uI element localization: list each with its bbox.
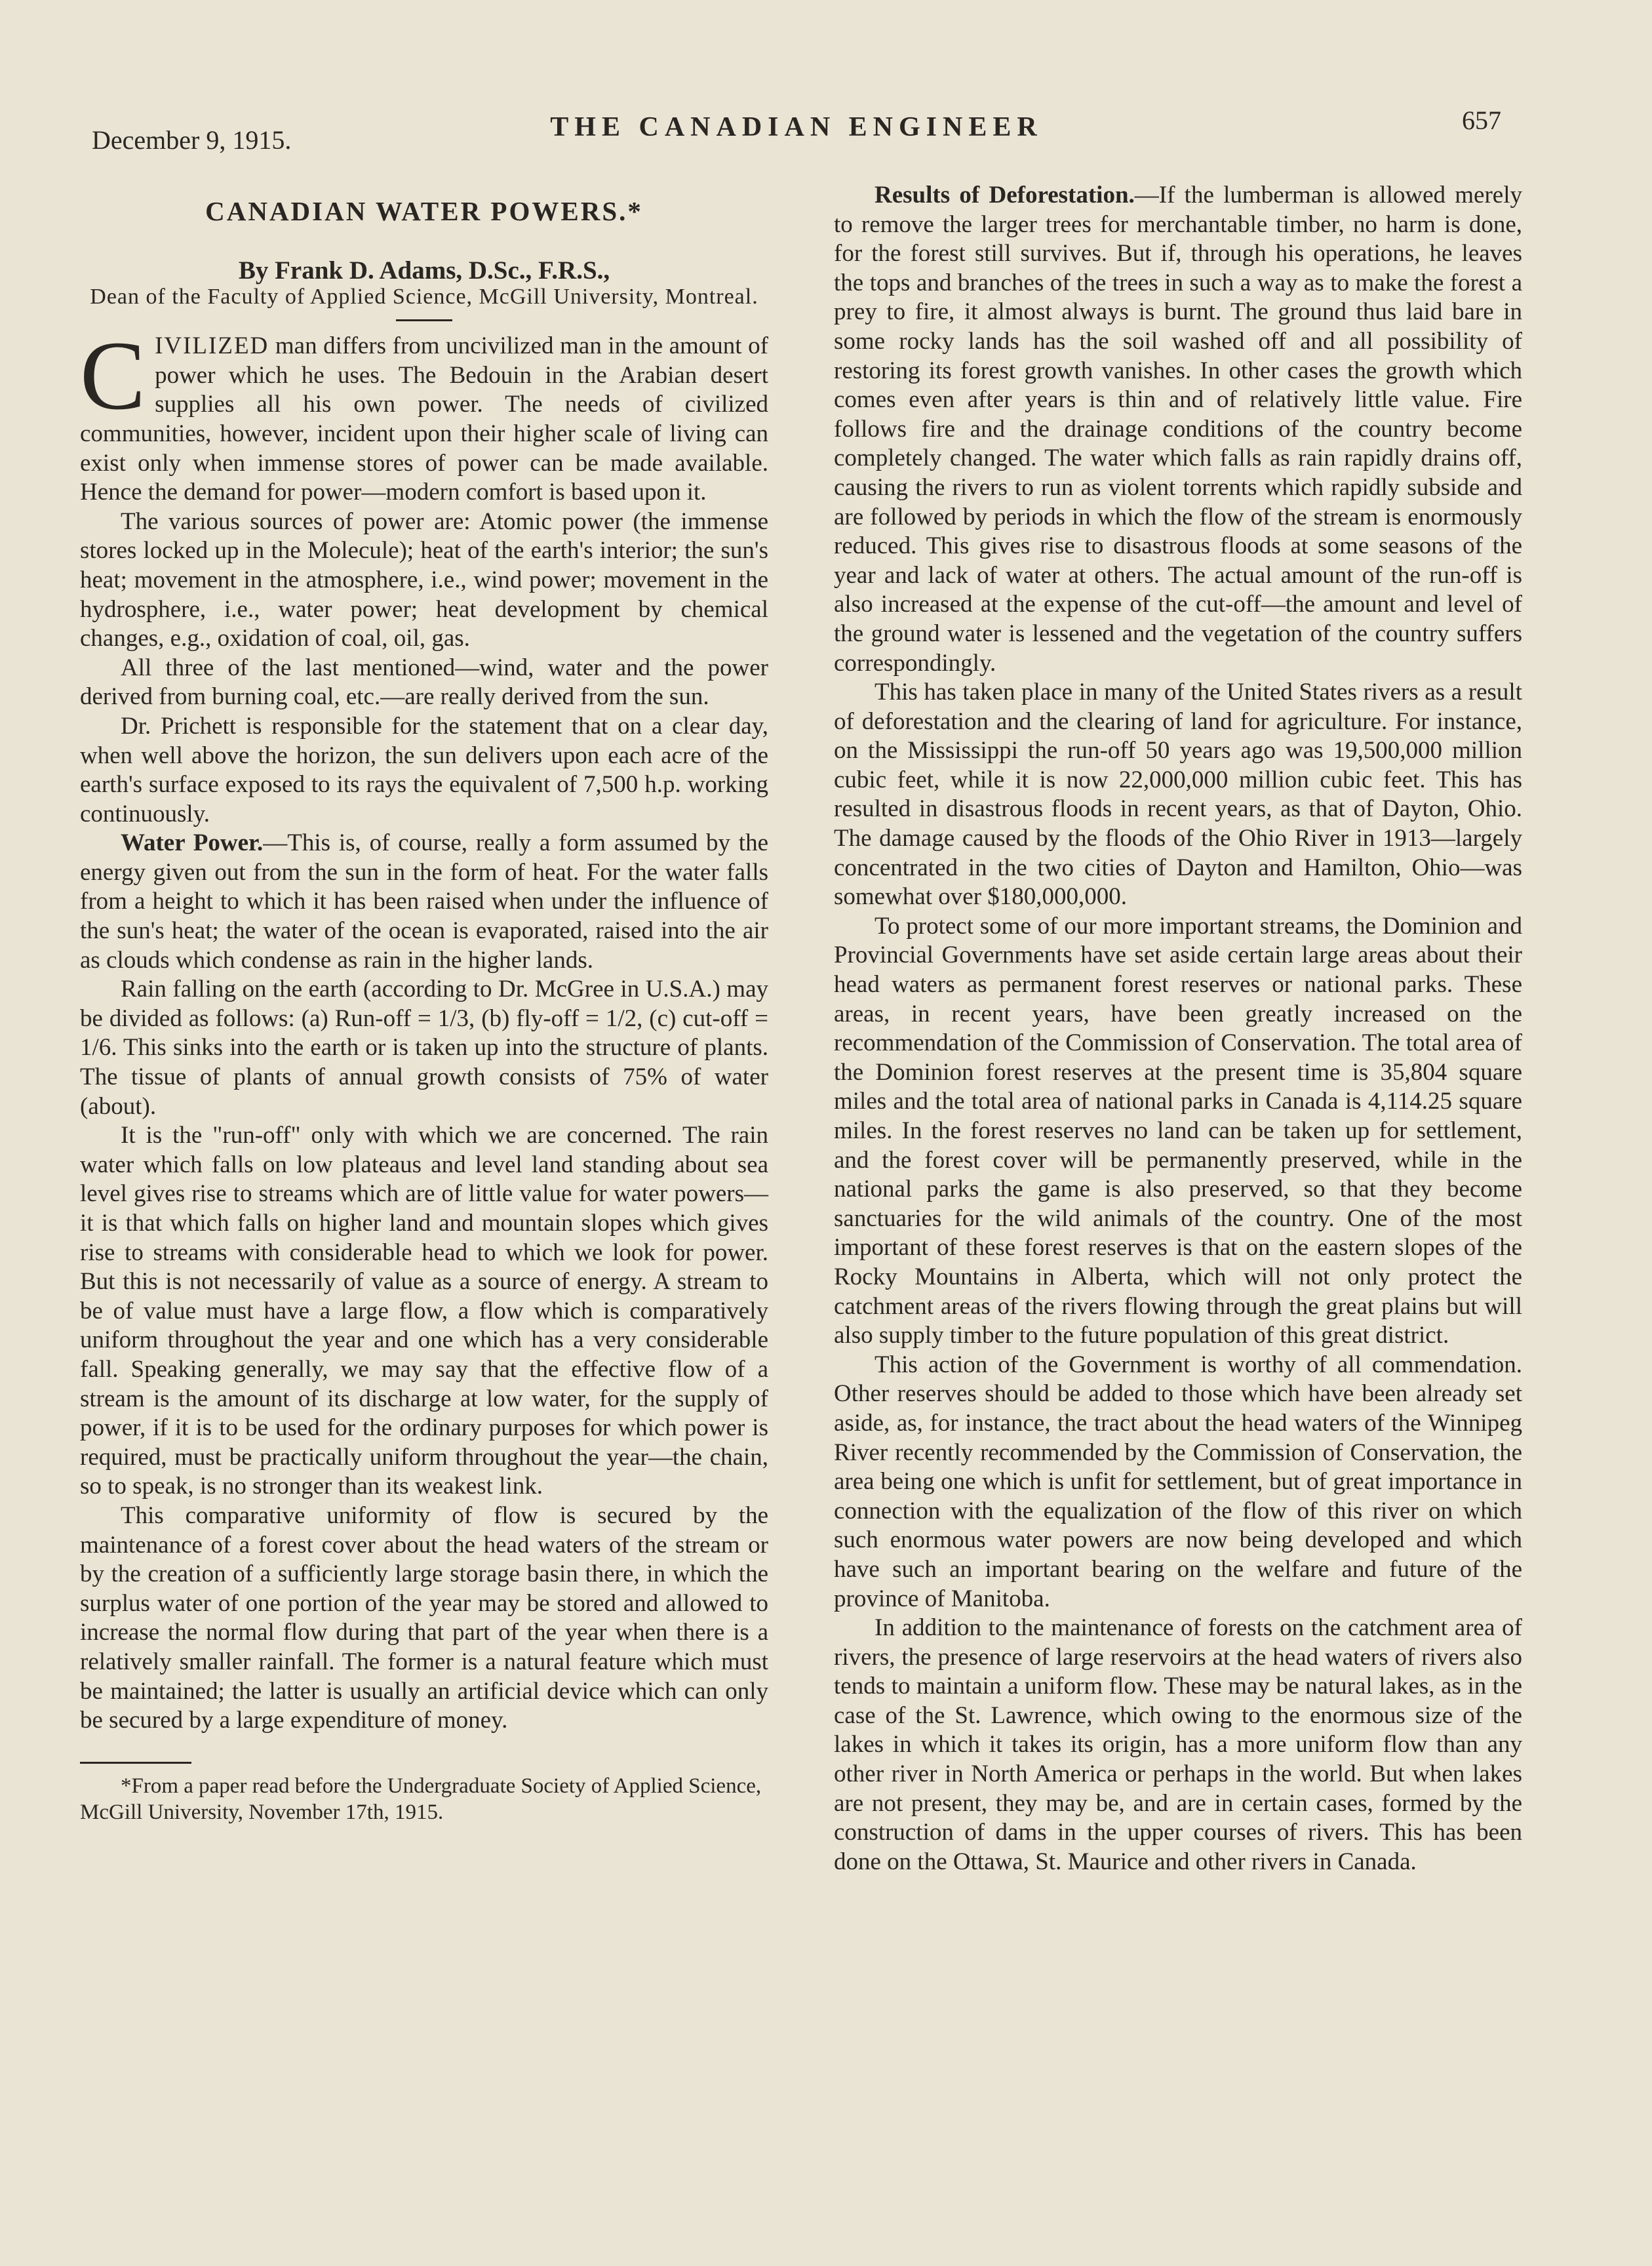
paragraph-run-off: It is the "run-off" only with which we are concerned. The rain water which falls on low plateaus and level land standing about sea level gives rise to streams which are of little value for water powers—it is that which falls on higher land and mountain slopes which gives rise to streams with considerable head to which we look for power. But this is not necessarily of value as a source of energy. A stream to be of value must have a large flow, a flow which is comparatively uniform throughout the year and one which has a very considerable fall. Speaking generally, we may say that the effective flow of a stream is the amount of its discharge at low water, for the supply of power, if it is to be used for the ordinary purposes for which power is required, must be practically uniform throughout the year—the chain, so to speak, is no stronger than its weakest link. (80, 1122, 768, 1500)
paragraph-sources: The various sources of power are: Atomic power (the immense stores locked up in the Molecule); heat of the earth's interior; the sun's heat; movement in the atmosphere, i.e., wind power; movement in the hydrosphere, i.e., water power; heat development by chemical changes, e.g., oxidation of coal, oil, gas. (80, 507, 768, 652)
journal-title: THE CANADIAN ENGINEER (550, 112, 1043, 142)
paragraph-uniformity: This comparative uniformity of flow is secured by the maintenance of a forest cover about the head waters of the stream or by the creation of a sufficiently large storage basin there, in which the surplus water of one portion of the year may be stored and allowed to increase the normal flow during that part of the year when there is a relatively smaller rainfall. The former is a natural feature which must be maintained; the latter is usually an artificial device which can only be secured by a large expenditure of money. (80, 1501, 768, 1734)
paragraph-reservoirs: In addition to the maintenance of forests on the catchment area of rivers, the presence of large reservoirs at the head waters of rivers also tends to maintain a uniform flow. These may be natural lakes, as in the case of the St. Lawrence, which owing to the enormous size of the lakes in which it takes its origin, has a more uniform flow than any other river in North America or perhaps in the world. But when lakes are not present, they may be, and are in certain cases, formed by the construction of dams in the upper courses of rivers. This has been done on the Ottawa, St. Maurice and other rivers in Canada. (834, 1614, 1522, 1875)
issue-date: December 9, 1915. (92, 125, 292, 155)
intro-text: man differs from uncivilized man in the amount of power which he uses. The Bedouin in the Arabian desert supplies all his own power. The needs of civilized communities, however, incident upon their higher scale of living can exist only when immense stores of power can be made available. Hence the demand for power—modern comfort is based upon it. (80, 332, 768, 506)
paragraph-rain: Rain falling on the earth (according to Dr. McGree in U.S.A.) may be divided as follows: (a) Run-off = 1/3, (b) fly-off = 1/2, (c) cut-off = 1/6. This sinks into the earth or is taken up into the structure of plants. The tissue of plants of annual growth consists of 75% of water (about). (80, 976, 768, 1120)
paragraph-deforestation (834, 181, 1522, 678)
paragraph-water-power (80, 829, 768, 975)
paragraph-mississippi: This has taken place in many of the United States rivers as a result of deforestation and the clearing of land for agriculture. For instance, on the Mississippi the run-off 50 years ago was 19,500,000 million cubic feet, while it is now 22,000,000 million cubic feet. This has resulted in disastrous floods in recent years, as that of Dayton, Ohio. The damage caused by the floods of the Ohio River in 1913—largely concentrated in the two cities of Dayton and Hamilton, Ohio—was somewhat over $180,000,000. (834, 679, 1522, 911)
section-head-deforestation: Results of Deforestation. (875, 182, 1135, 209)
left-column (80, 177, 768, 1825)
intro-first-word: IVILIZED (155, 332, 269, 360)
drop-cap: C (80, 321, 146, 431)
deforestation-text: —If the lumberman is allowed merely to remove the larger trees for merchantable timber, no harm is done, for the forest still survives. But if, through his operations, he leaves the tops and branches of the trees in such a way as to make the forest a prey to fire, it almost always is burnt. The ground thus laid bare in some rocky lands has the soil washed off and all possibility of restoring its forest growth vanishes. In other cases the growth which comes even after years is thin and of relatively little value. Fire follows fire and the drainage conditions of the country become completely changed. The water which falls as rain rapidly drains off, causing the rivers to run as violent torrents which rapidly subside and are followed by periods in which the flow of the stream is enormously reduced. This gives rise to disastrous floods at some seasons of the year and lack of water at others. The actual amount of the run-off is also increased at the expense of the cut-off—the amount and level of the ground water is lessened and the vegetation of the country suffers correspondingly. (834, 182, 1522, 677)
title-rule (396, 319, 452, 321)
paragraph-sun: All three of the last mentioned—wind, water and the power derived from burning coal, etc.—are really derived from the sun. (80, 654, 768, 711)
paragraph-intro (80, 321, 768, 507)
right-column (834, 181, 1522, 1877)
footnote: *From a paper read before the Undergraduate Society of Applied Science, McGill University, November 17th, 1915. (80, 1774, 762, 1824)
author-byline: By Frank D. Adams, D.Sc., F.R.S., (238, 256, 610, 285)
paragraph-reserves: To protect some of our more important streams, the Dominion and Provincial Governments have set aside certain large areas about their head waters as permanent forest reserves or national parks. These areas, in recent years, have been greatly increased on the recommendation of the Commission of Conservation. The total area of the Dominion forest reserves at the present time is 35,804 square miles and the total area of national parks in Canada is 4,114.25 square miles. In the forest reserves no land can be taken up for settlement, and the forest cover will be permanently preserved, while in the national parks the game is also preserved, so that they become sanctuaries for the wild animals of the country. One of the most important of these forest reserves is that on the eastern slopes of the Rocky Mountains in Alberta, which will not only protect the catchment areas of the rivers flowing through the great plains but will also supply timber to the future population of this great district. (834, 912, 1522, 1349)
author-affiliation: Dean of the Faculty of Applied Science, McGill University, Montreal. (90, 285, 758, 309)
section-head-water-power: Water Power. (121, 829, 264, 857)
footnote-rule (80, 1762, 191, 1764)
paragraph-prichett: Dr. Prichett is responsible for the statement that on a clear day, when well above the horizon, the sun delivers upon each acre of the earth's surface exposed to its rays the equivalent of 7,500 h.p. working continuously. (80, 712, 768, 827)
water-power-text: —This is, of course, really a form assumed by the energy given out from the sun in the form of heat. For the water falls from a height to which it has been raised when under the influence of the sun's heat; the water of the ocean is evaporated, raised into the air as clouds which condense as rain in the higher lands. (80, 829, 768, 974)
paragraph-government: This action of the Government is worthy of all commendation. Other reserves should be added to those which have been already set aside, as, for instance, the tract about the head waters of the Winnipeg River recently recommended by the Commission of Conservation, the area being one which is unfit for settlement, but of great importance in connection with the equalization of the flow of this river on which such enormous water powers are now being developed and which have such an important bearing on the welfare and future of the province of Manitoba. (834, 1351, 1522, 1612)
page-number: 657 (1462, 106, 1501, 135)
article-title: CANADIAN WATER POWERS.* (205, 196, 643, 226)
running-head (92, 105, 1501, 157)
